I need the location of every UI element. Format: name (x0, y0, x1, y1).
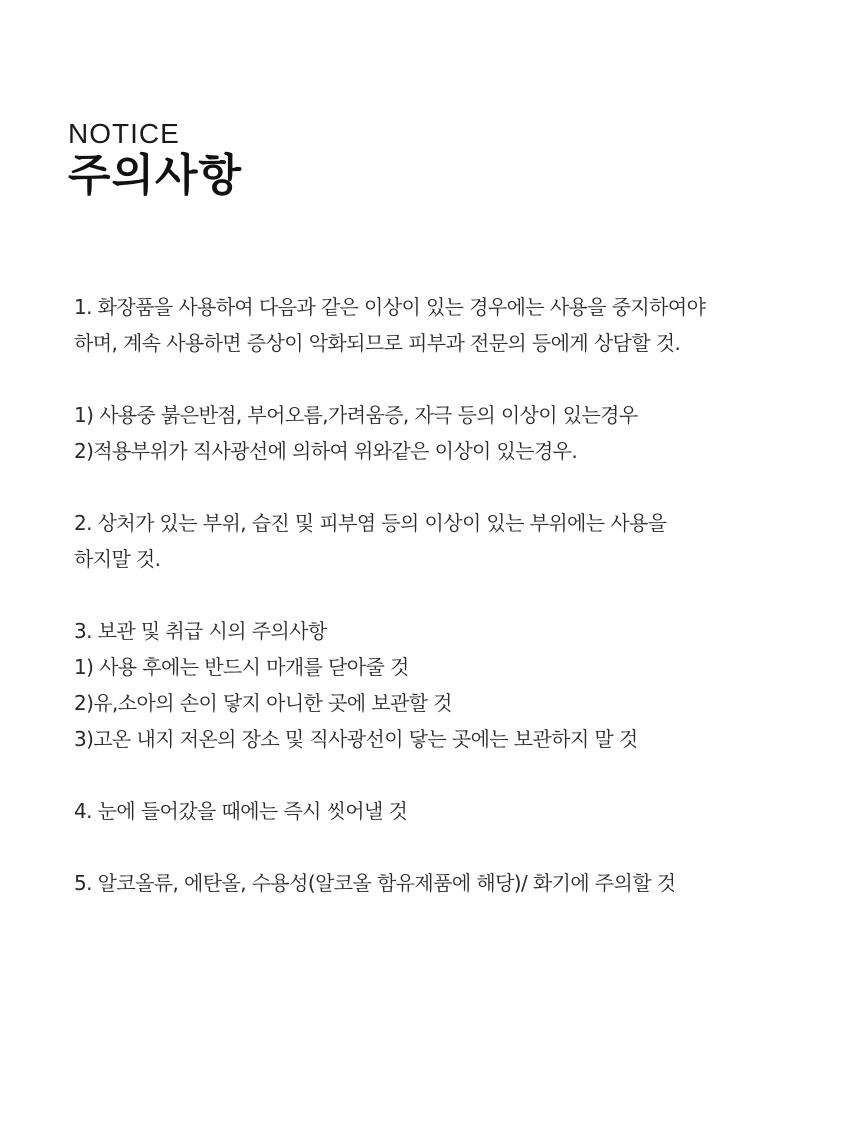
notice-line: 2. 상처가 있는 부위, 습진 및 피부염 등의 이상이 있는 부위에는 사용을 (74, 511, 667, 535)
notice-line: 3)고온 내지 저온의 장소 및 직사광선이 닿는 곳에는 보관하지 말 것 (74, 727, 638, 751)
notice-line: 하며, 계속 사용하면 증상이 악화되므로 피부과 전문의 등에게 상담할 것. (74, 331, 681, 355)
notice-header (68, 118, 242, 202)
notice-section-5 (74, 793, 814, 829)
notice-line: 3. 보관 및 취급 시의 주의사항 (74, 619, 327, 643)
notice-line: 2)적용부위가 직사광선에 의하여 위와같은 이상이 있는경우. (74, 439, 578, 463)
notice-line: 1. 화장품을 사용하여 다음과 같은 이상이 있는 경우에는 사용을 중지하여야 (74, 295, 706, 319)
notice-section-2 (74, 397, 814, 469)
notice-line: 1) 사용중 붉은반점, 부어오름,가려움증, 자극 등의 이상이 있는경우 (74, 403, 638, 427)
notice-section-1 (74, 289, 814, 361)
notice-line: 2)유,소아의 손이 닿지 아니한 곳에 보관할 것 (74, 691, 452, 715)
notice-section-4 (74, 613, 814, 757)
notice-line: 5. 알코올류, 에탄올, 수용성(알코올 함유제품에 해당)/ 화기에 주의할 것 (74, 871, 676, 895)
notice-section-3 (74, 505, 814, 577)
notice-line: 하지말 것. (74, 547, 161, 571)
notice-eyebrow: NOTICE (68, 118, 180, 149)
notice-section-6 (74, 865, 814, 901)
notice-content (74, 289, 814, 937)
page-title: 주의사항 (68, 150, 243, 201)
notice-line: 1) 사용 후에는 반드시 마개를 닫아줄 것 (74, 655, 409, 679)
notice-line: 4. 눈에 들어갔을 때에는 즉시 씻어낼 것 (74, 799, 408, 823)
